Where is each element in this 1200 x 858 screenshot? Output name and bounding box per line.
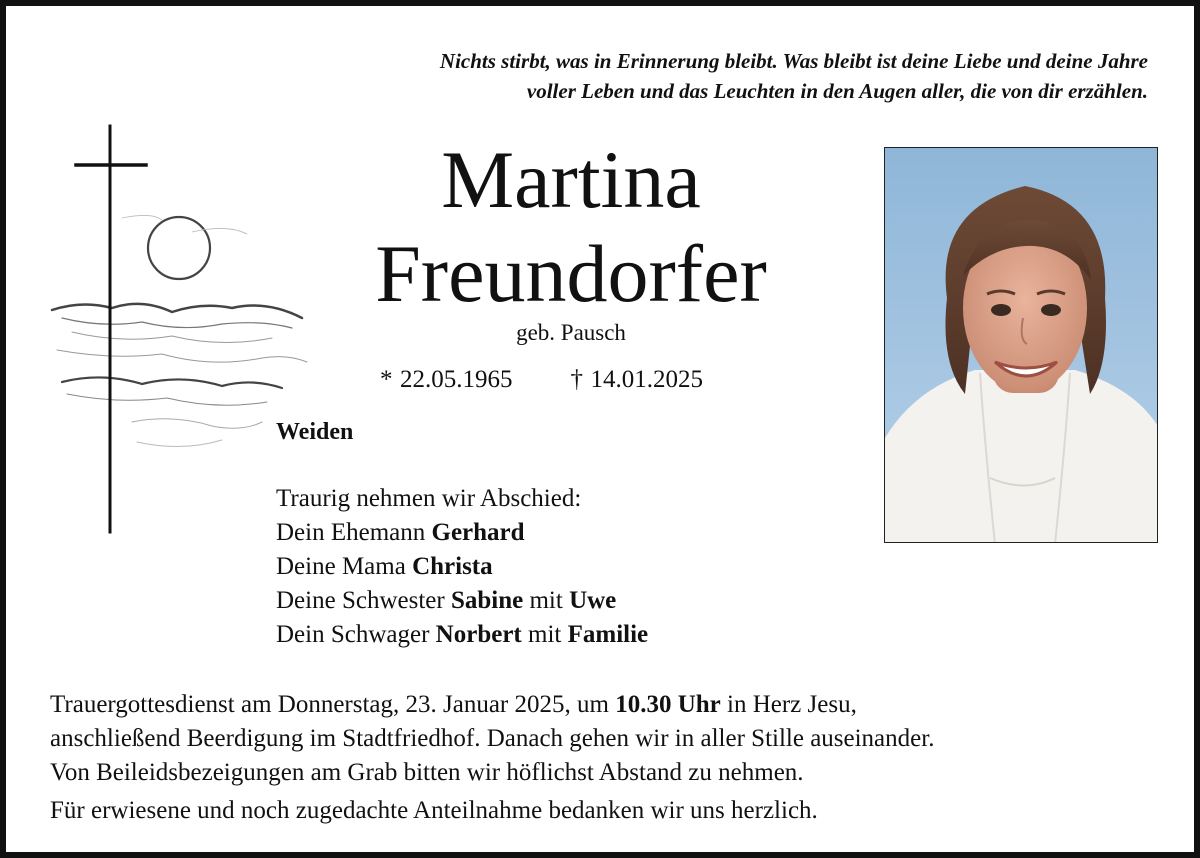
service-time: 10.30 Uhr — [615, 691, 721, 718]
service-line-1: Trauergottesdienst am Donnerstag, 23. Januar 2025, um 10.30 Uhr in Herz Jesu, — [50, 691, 857, 718]
portrait-photo — [884, 147, 1158, 543]
mourner-name: Gerhard — [431, 519, 525, 546]
death-date: 14.01.2025 — [590, 366, 703, 393]
mourner-name: Norbert — [435, 621, 522, 648]
mourners-intro: Traurig nehmen wir Abschied: — [276, 485, 582, 512]
last-name: Freundorfer — [375, 228, 767, 319]
mourner-line: Deine Mama Christa — [276, 553, 493, 580]
mourner-name: Sabine — [450, 587, 524, 614]
sun-icon — [148, 217, 210, 279]
mourners-list — [276, 482, 648, 652]
birth-star-icon: * — [380, 366, 393, 393]
service-line-3: Von Beileidsbezeigungen am Grab bitten wir höflichst Abstand zu nehmen. — [50, 759, 804, 786]
mourner-line: Dein Schwager Norbert mit Familie — [276, 621, 649, 648]
birth-name: geb. Pausch — [516, 320, 626, 345]
motto-line-1: Nichts stirbt, was in Erinnerung bleibt. Was bleibt ist deine Liebe und deine Jahre — [439, 49, 1148, 73]
mourner-name: Uwe — [569, 587, 617, 614]
mourner-name: Familie — [567, 621, 649, 648]
service-line-2: anschließend Beerdigung im Stadtfriedhof. Danach gehen wir in aller Stille auseinander. — [50, 725, 935, 752]
mourner-line: Dein Ehemann Gerhard — [276, 519, 525, 546]
city: Weiden — [276, 419, 354, 445]
death-cross-icon: † — [570, 366, 583, 393]
motto-quote — [148, 46, 1148, 106]
mourner-name: Christa — [412, 553, 493, 580]
mourner-line: Deine Schwester Sabine mit Uwe — [276, 587, 617, 614]
cross-landscape-illustration — [42, 122, 322, 542]
life-dates — [380, 366, 703, 394]
thanks-line: Für erwiesene und noch zugedachte Anteilnahme bedanken wir uns herzlich. — [50, 797, 818, 824]
birth-date: 22.05.1965 — [400, 366, 513, 393]
first-name: Martina — [441, 134, 701, 225]
cross-icon — [76, 126, 146, 532]
motto-line-2: voller Leben und das Leuchten in den Augen aller, die von dir erzählen. — [526, 79, 1148, 103]
landscape-sketch — [52, 215, 307, 446]
service-information — [50, 688, 934, 828]
